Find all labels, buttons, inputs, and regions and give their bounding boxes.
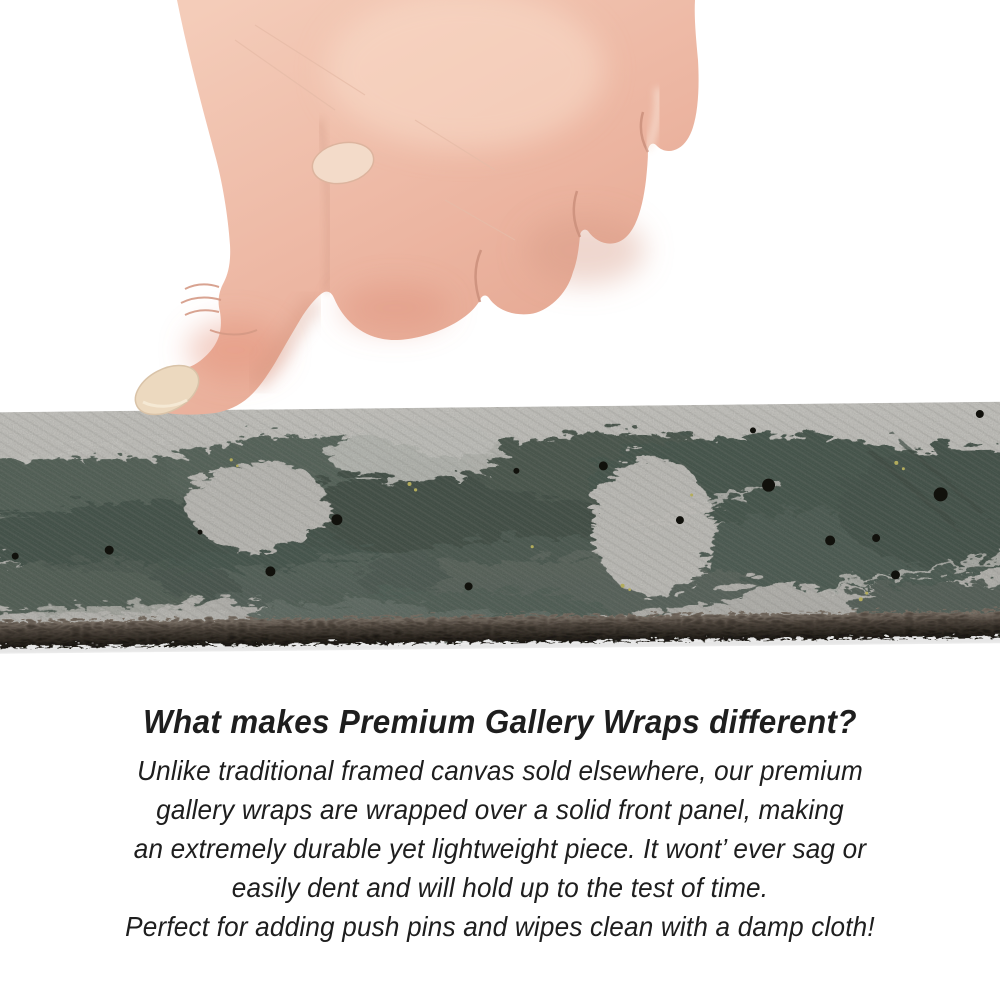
feature-line-3: an extremely durable yet lightweight piece. It wont’ ever sag or — [133, 833, 867, 864]
feature-copy — [25, 702, 975, 946]
feature-line-2: gallery wraps are wrapped over a solid front panel, making — [156, 794, 844, 825]
feature-line-1: Unlike traditional framed canvas sold elsewhere, our premium — [137, 755, 863, 786]
feature-line-5: Perfect for adding push pins and wipes clean with a damp cloth! — [125, 911, 875, 942]
feature-line-4: easily dent and will hold up to the test of time. — [231, 872, 769, 903]
feature-heading: What makes Premium Gallery Wraps different? — [143, 703, 857, 740]
hand-thumb-press — [115, 0, 735, 440]
hand-silhouette — [127, 0, 698, 425]
